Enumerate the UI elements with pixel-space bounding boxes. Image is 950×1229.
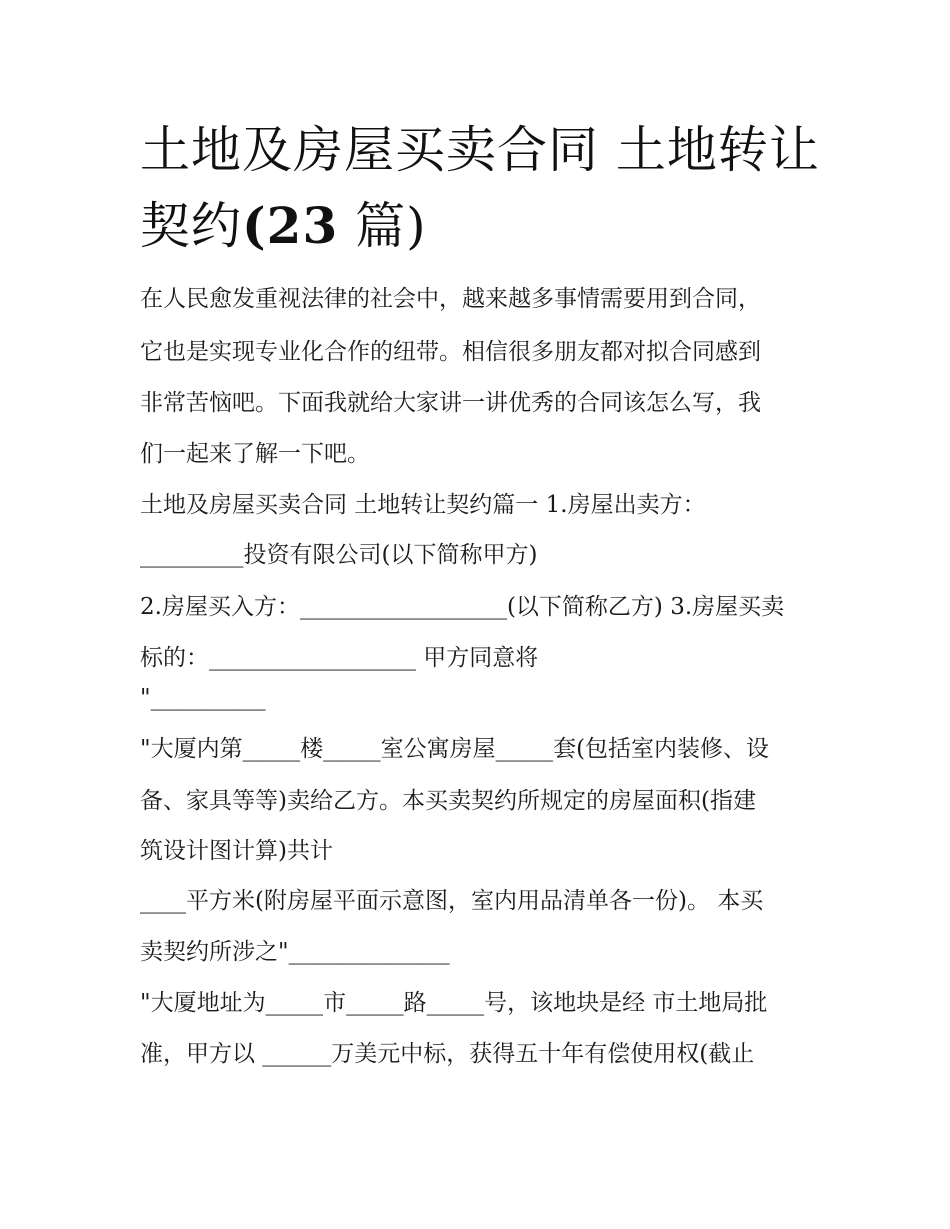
body-line: 它也是实现专业化合作的纽带。相信很多朋友都对拟合同感到 bbox=[140, 339, 761, 365]
title-article-count: (23 bbox=[242, 196, 339, 255]
body-line: "大厦内第_____楼_____室公寓房屋_____套(包括室内装修、设 bbox=[140, 736, 770, 762]
body-line: 2.房屋买入方：__________________(以下简称乙方) 3.房屋买卖 bbox=[140, 594, 785, 620]
body-line: 标的：__________________ 甲方同意将 bbox=[140, 645, 539, 671]
title-line-2-suffix: 篇) bbox=[338, 197, 427, 255]
body-line: 筑设计图计算)共计 bbox=[140, 838, 333, 864]
body-line: 们一起来了解一下吧。 bbox=[140, 441, 370, 467]
body-line: "__________ bbox=[140, 685, 266, 711]
body-line: 卖契约所涉之"______________ bbox=[140, 939, 450, 965]
body-line: _________投资有限公司(以下简称甲方) bbox=[140, 542, 538, 568]
document-title bbox=[140, 112, 840, 264]
body-line: "大厦地址为_____市_____路_____号，该地块是经 市土地局批 bbox=[140, 990, 768, 1016]
title-line-1: 土地及房屋买卖合同 土地转让 bbox=[140, 121, 820, 179]
title-line-2-prefix: 契约 bbox=[140, 197, 242, 255]
section-heading-line: 土地及房屋买卖合同 土地转让契约篇一 1.房屋出卖方： bbox=[140, 492, 706, 518]
body-line: 准，甲方以 ______万美元中标，获得五十年有偿使用权(截止 bbox=[140, 1041, 755, 1067]
body-line: 备、家具等等)卖给乙方。本买卖契约所规定的房屋面积(指建 bbox=[140, 788, 756, 814]
body-line: 在人民愈发重视法律的社会中，越来越多事情需要用到合同， bbox=[140, 286, 761, 312]
body-line: ____平方米(附房屋平面示意图，室内用品清单各一份)。 本买 bbox=[140, 888, 764, 914]
body-line: 非常苦恼吧。下面我就给大家讲一讲优秀的合同该怎么写，我 bbox=[140, 390, 761, 416]
